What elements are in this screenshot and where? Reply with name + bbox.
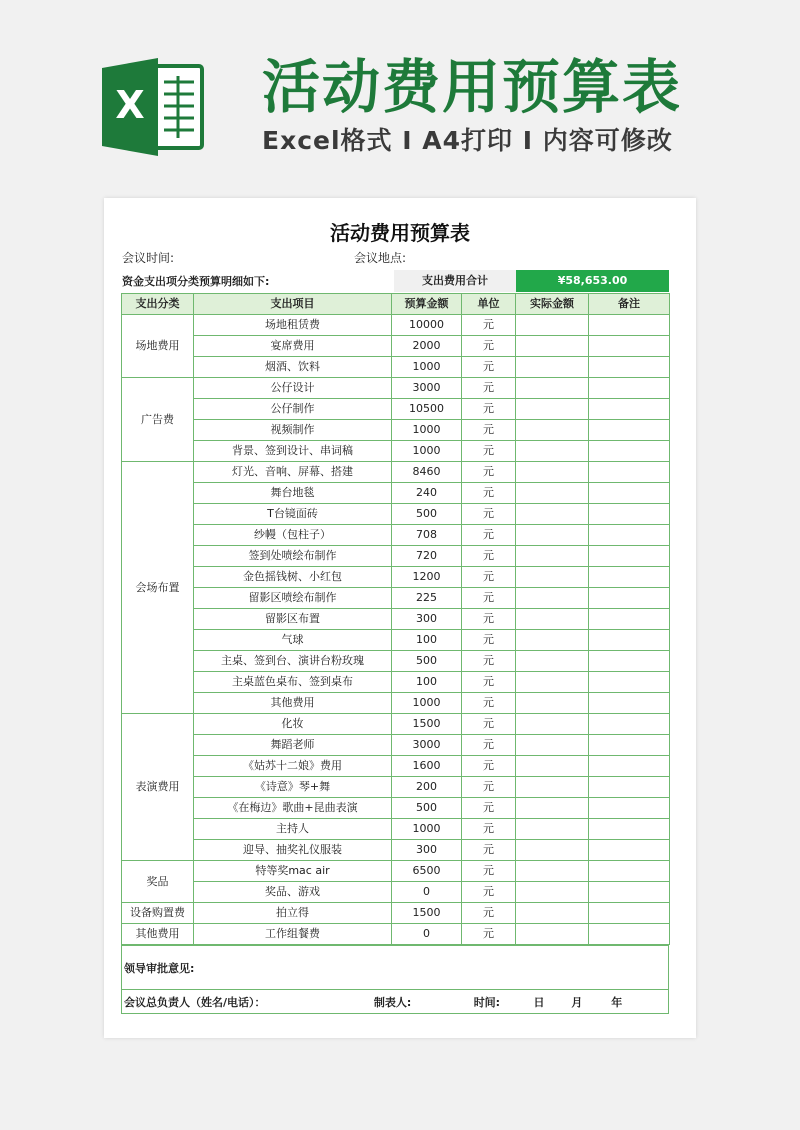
footer-table xyxy=(121,945,669,1014)
actual-amount-cell[interactable] xyxy=(516,735,589,756)
unit-cell[interactable]: 元 xyxy=(462,609,516,630)
header-unit: 单位 xyxy=(462,294,516,315)
item-cell[interactable]: 《在梅边》歌曲+昆曲表演 xyxy=(194,798,392,819)
unit-cell[interactable]: 元 xyxy=(462,651,516,672)
budget-amount-cell[interactable]: 1000 xyxy=(392,693,462,714)
budget-amount-cell[interactable]: 225 xyxy=(392,588,462,609)
table-row xyxy=(122,693,670,714)
day-label: 日 xyxy=(533,995,545,1009)
unit-cell[interactable]: 元 xyxy=(462,882,516,903)
note-cell[interactable] xyxy=(589,861,670,882)
table-row xyxy=(122,756,670,777)
note-cell[interactable] xyxy=(589,903,670,924)
item-cell[interactable]: 奖品、游戏 xyxy=(194,882,392,903)
budget-amount-cell[interactable]: 1000 xyxy=(392,819,462,840)
unit-cell[interactable]: 元 xyxy=(462,630,516,651)
year-label: 年 xyxy=(611,995,623,1009)
budget-amount-cell[interactable]: 2000 xyxy=(392,336,462,357)
actual-amount-cell[interactable] xyxy=(516,315,589,336)
table-header-row xyxy=(122,294,670,315)
budget-amount-cell[interactable]: 1500 xyxy=(392,903,462,924)
note-cell[interactable] xyxy=(589,315,670,336)
maker-label: 制表人: xyxy=(373,995,412,1009)
item-cell[interactable]: 工作组餐费 xyxy=(194,924,392,945)
item-cell[interactable]: 公仔设计 xyxy=(194,378,392,399)
table-row xyxy=(122,588,670,609)
note-cell[interactable] xyxy=(589,714,670,735)
actual-amount-cell[interactable] xyxy=(516,861,589,882)
actual-amount-cell[interactable] xyxy=(516,525,589,546)
item-cell[interactable]: 纱幔（包柱子） xyxy=(194,525,392,546)
actual-amount-cell[interactable] xyxy=(516,336,589,357)
summary-label: 资金支出项分类预算明细如下: xyxy=(122,275,270,288)
actual-amount-cell[interactable] xyxy=(516,924,589,945)
actual-amount-cell[interactable] xyxy=(516,882,589,903)
budget-amount-cell[interactable]: 500 xyxy=(392,504,462,525)
header-note: 备注 xyxy=(589,294,670,315)
table-row xyxy=(122,462,670,483)
budget-amount-cell[interactable]: 1000 xyxy=(392,357,462,378)
note-cell[interactable] xyxy=(589,840,670,861)
table-row xyxy=(122,315,670,336)
table-row xyxy=(122,546,670,567)
note-cell[interactable] xyxy=(589,441,670,462)
item-cell[interactable]: 迎导、抽奖礼仪服装 xyxy=(194,840,392,861)
item-cell[interactable]: 留影区布置 xyxy=(194,609,392,630)
item-cell[interactable]: 场地租赁费 xyxy=(194,315,392,336)
item-cell[interactable]: 气球 xyxy=(194,630,392,651)
actual-amount-cell[interactable] xyxy=(516,840,589,861)
note-cell[interactable] xyxy=(589,399,670,420)
item-cell[interactable]: 特等奖mac air xyxy=(194,861,392,882)
budget-amount-cell[interactable]: 10500 xyxy=(392,399,462,420)
budget-amount-cell[interactable]: 100 xyxy=(392,672,462,693)
note-cell[interactable] xyxy=(589,777,670,798)
item-cell[interactable]: 烟酒、饮料 xyxy=(194,357,392,378)
table-row xyxy=(122,378,670,399)
item-cell[interactable]: 视频制作 xyxy=(194,420,392,441)
budget-amount-cell[interactable]: 500 xyxy=(392,651,462,672)
budget-table-body xyxy=(122,315,670,945)
actual-amount-cell[interactable] xyxy=(516,777,589,798)
budget-amount-cell[interactable]: 0 xyxy=(392,924,462,945)
note-cell[interactable] xyxy=(589,798,670,819)
table-row xyxy=(122,399,670,420)
budget-amount-cell[interactable]: 240 xyxy=(392,483,462,504)
table-row xyxy=(122,882,670,903)
unit-cell[interactable]: 元 xyxy=(462,588,516,609)
unit-cell[interactable]: 元 xyxy=(462,483,516,504)
note-cell[interactable] xyxy=(589,483,670,504)
excel-icon xyxy=(102,58,206,156)
note-cell[interactable] xyxy=(589,546,670,567)
approval-cell[interactable] xyxy=(122,946,669,990)
unit-cell[interactable]: 元 xyxy=(462,504,516,525)
item-cell[interactable]: 《诗意》琴+舞 xyxy=(194,777,392,798)
table-row xyxy=(122,672,670,693)
actual-amount-cell[interactable] xyxy=(516,630,589,651)
table-row xyxy=(122,861,670,882)
category-cell[interactable]: 场地费用 xyxy=(122,315,194,378)
note-cell[interactable] xyxy=(589,588,670,609)
total-value[interactable]: ¥58,653.00 xyxy=(516,270,669,292)
sheet-title: 活动费用预算表 xyxy=(330,221,470,245)
budget-amount-cell[interactable]: 200 xyxy=(392,777,462,798)
unit-cell[interactable]: 元 xyxy=(462,903,516,924)
table-row xyxy=(122,504,670,525)
unit-cell[interactable]: 元 xyxy=(462,525,516,546)
note-cell[interactable] xyxy=(589,420,670,441)
meeting-place-label: 会议地点: xyxy=(354,251,407,265)
header-category: 支出分类 xyxy=(122,294,194,315)
table-row xyxy=(122,336,670,357)
item-cell[interactable]: 灯光、音响、屏幕、搭建 xyxy=(194,462,392,483)
actual-amount-cell[interactable] xyxy=(516,567,589,588)
category-cell[interactable]: 其他费用 xyxy=(122,924,194,945)
header-budget: 预算金额 xyxy=(392,294,462,315)
actual-amount-cell[interactable] xyxy=(516,357,589,378)
note-cell[interactable] xyxy=(589,336,670,357)
note-cell[interactable] xyxy=(589,525,670,546)
note-cell[interactable] xyxy=(589,630,670,651)
header-item: 支出项目 xyxy=(194,294,392,315)
table-row xyxy=(122,798,670,819)
unit-cell[interactable]: 元 xyxy=(462,420,516,441)
note-cell[interactable] xyxy=(589,378,670,399)
table-row xyxy=(122,357,670,378)
month-label: 月 xyxy=(571,995,583,1009)
note-cell[interactable] xyxy=(589,756,670,777)
signature-row xyxy=(122,990,669,1014)
note-cell[interactable] xyxy=(589,819,670,840)
actual-amount-cell[interactable] xyxy=(516,714,589,735)
unit-cell[interactable]: 元 xyxy=(462,315,516,336)
note-cell[interactable] xyxy=(589,504,670,525)
excel-icon-letter: X xyxy=(115,83,145,127)
actual-amount-cell[interactable] xyxy=(516,504,589,525)
actual-amount-cell[interactable] xyxy=(516,441,589,462)
meeting-time-label: 会议时间: xyxy=(122,251,175,265)
banner xyxy=(0,0,800,190)
actual-amount-cell[interactable] xyxy=(516,378,589,399)
budget-amount-cell[interactable]: 1000 xyxy=(392,420,462,441)
actual-amount-cell[interactable] xyxy=(516,399,589,420)
table-row xyxy=(122,609,670,630)
table-row xyxy=(122,441,670,462)
table-row xyxy=(122,420,670,441)
unit-cell[interactable]: 元 xyxy=(462,357,516,378)
item-cell[interactable]: 主桌、签到台、演讲台粉玫瑰 xyxy=(194,651,392,672)
item-cell[interactable]: 签到处喷绘布制作 xyxy=(194,546,392,567)
unit-cell[interactable]: 元 xyxy=(462,735,516,756)
category-cell[interactable]: 设备购置费 xyxy=(122,903,194,924)
actual-amount-cell[interactable] xyxy=(516,588,589,609)
owner-label: 会议总负责人（姓名/电话）： xyxy=(124,995,266,1009)
item-cell[interactable]: 宴席费用 xyxy=(194,336,392,357)
actual-amount-cell[interactable] xyxy=(516,798,589,819)
budget-amount-cell[interactable]: 300 xyxy=(392,840,462,861)
budget-amount-cell[interactable]: 10000 xyxy=(392,315,462,336)
item-cell[interactable]: 化妆 xyxy=(194,714,392,735)
item-cell[interactable]: 《姑苏十二娘》费用 xyxy=(194,756,392,777)
table-row xyxy=(122,630,670,651)
item-cell[interactable]: 主持人 xyxy=(194,819,392,840)
category-cell[interactable]: 广告费 xyxy=(122,378,194,462)
category-cell[interactable]: 会场布置 xyxy=(122,462,194,714)
category-cell[interactable]: 奖品 xyxy=(122,861,194,903)
note-cell[interactable] xyxy=(589,357,670,378)
category-cell[interactable]: 表演费用 xyxy=(122,714,194,861)
note-cell[interactable] xyxy=(589,651,670,672)
unit-cell[interactable]: 元 xyxy=(462,378,516,399)
actual-amount-cell[interactable] xyxy=(516,756,589,777)
budget-table xyxy=(121,293,670,945)
unit-cell[interactable]: 元 xyxy=(462,924,516,945)
approval-label: 领导审批意见: xyxy=(124,961,195,975)
unit-cell[interactable]: 元 xyxy=(462,777,516,798)
time-label: 时间: xyxy=(473,995,501,1009)
budget-amount-cell[interactable]: 8460 xyxy=(392,462,462,483)
budget-amount-cell[interactable]: 300 xyxy=(392,609,462,630)
budget-amount-cell[interactable]: 1500 xyxy=(392,714,462,735)
actual-amount-cell[interactable] xyxy=(516,903,589,924)
item-cell[interactable]: T台镜面砖 xyxy=(194,504,392,525)
unit-cell[interactable]: 元 xyxy=(462,840,516,861)
unit-cell[interactable]: 元 xyxy=(462,336,516,357)
unit-cell[interactable]: 元 xyxy=(462,798,516,819)
note-cell[interactable] xyxy=(589,924,670,945)
banner-title: 活动费用预算表 xyxy=(262,53,683,121)
note-cell[interactable] xyxy=(589,567,670,588)
unit-cell[interactable]: 元 xyxy=(462,546,516,567)
actual-amount-cell[interactable] xyxy=(516,651,589,672)
unit-cell[interactable]: 元 xyxy=(462,819,516,840)
budget-amount-cell[interactable]: 708 xyxy=(392,525,462,546)
table-row xyxy=(122,777,670,798)
actual-amount-cell[interactable] xyxy=(516,609,589,630)
budget-amount-cell[interactable]: 3000 xyxy=(392,735,462,756)
table-row xyxy=(122,903,670,924)
actual-amount-cell[interactable] xyxy=(516,420,589,441)
budget-amount-cell[interactable]: 100 xyxy=(392,630,462,651)
table-row xyxy=(122,651,670,672)
table-row xyxy=(122,483,670,504)
total-label: 支出费用合计 xyxy=(394,270,516,292)
budget-amount-cell[interactable]: 6500 xyxy=(392,861,462,882)
unit-cell[interactable]: 元 xyxy=(462,693,516,714)
note-cell[interactable] xyxy=(589,882,670,903)
table-row xyxy=(122,735,670,756)
table-row xyxy=(122,567,670,588)
unit-cell[interactable]: 元 xyxy=(462,441,516,462)
note-cell[interactable] xyxy=(589,735,670,756)
unit-cell[interactable]: 元 xyxy=(462,756,516,777)
unit-cell[interactable]: 元 xyxy=(462,462,516,483)
item-cell[interactable]: 舞台地毯 xyxy=(194,483,392,504)
table-row xyxy=(122,819,670,840)
table-row xyxy=(122,924,670,945)
unit-cell[interactable]: 元 xyxy=(462,861,516,882)
unit-cell[interactable]: 元 xyxy=(462,567,516,588)
actual-amount-cell[interactable] xyxy=(516,546,589,567)
budget-amount-cell[interactable]: 1600 xyxy=(392,756,462,777)
header-actual: 实际金额 xyxy=(516,294,589,315)
note-cell[interactable] xyxy=(589,693,670,714)
note-cell[interactable] xyxy=(589,609,670,630)
unit-cell[interactable]: 元 xyxy=(462,714,516,735)
unit-cell[interactable]: 元 xyxy=(462,672,516,693)
budget-amount-cell[interactable]: 3000 xyxy=(392,378,462,399)
item-cell[interactable]: 其他费用 xyxy=(194,693,392,714)
actual-amount-cell[interactable] xyxy=(516,672,589,693)
item-cell[interactable]: 拍立得 xyxy=(194,903,392,924)
actual-amount-cell[interactable] xyxy=(516,693,589,714)
actual-amount-cell[interactable] xyxy=(516,819,589,840)
item-cell[interactable]: 舞蹈老师 xyxy=(194,735,392,756)
table-row xyxy=(122,525,670,546)
unit-cell[interactable]: 元 xyxy=(462,399,516,420)
budget-amount-cell[interactable]: 0 xyxy=(392,882,462,903)
item-cell[interactable]: 主桌蓝色桌布、签到桌布 xyxy=(194,672,392,693)
actual-amount-cell[interactable] xyxy=(516,483,589,504)
actual-amount-cell[interactable] xyxy=(516,462,589,483)
budget-amount-cell[interactable]: 500 xyxy=(392,798,462,819)
budget-sheet xyxy=(104,198,696,1038)
table-row xyxy=(122,840,670,861)
note-cell[interactable] xyxy=(589,462,670,483)
note-cell[interactable] xyxy=(589,672,670,693)
budget-amount-cell[interactable]: 1200 xyxy=(392,567,462,588)
item-cell[interactable]: 金色摇钱树、小红包 xyxy=(194,567,392,588)
item-cell[interactable]: 留影区喷绘布制作 xyxy=(194,588,392,609)
table-row xyxy=(122,714,670,735)
budget-amount-cell[interactable]: 720 xyxy=(392,546,462,567)
item-cell[interactable]: 公仔制作 xyxy=(194,399,392,420)
banner-subtitle: Excel格式 I A4打印 I 内容可修改 xyxy=(262,126,673,155)
item-cell[interactable]: 背景、签到设计、串词稿 xyxy=(194,441,392,462)
budget-amount-cell[interactable]: 1000 xyxy=(392,441,462,462)
